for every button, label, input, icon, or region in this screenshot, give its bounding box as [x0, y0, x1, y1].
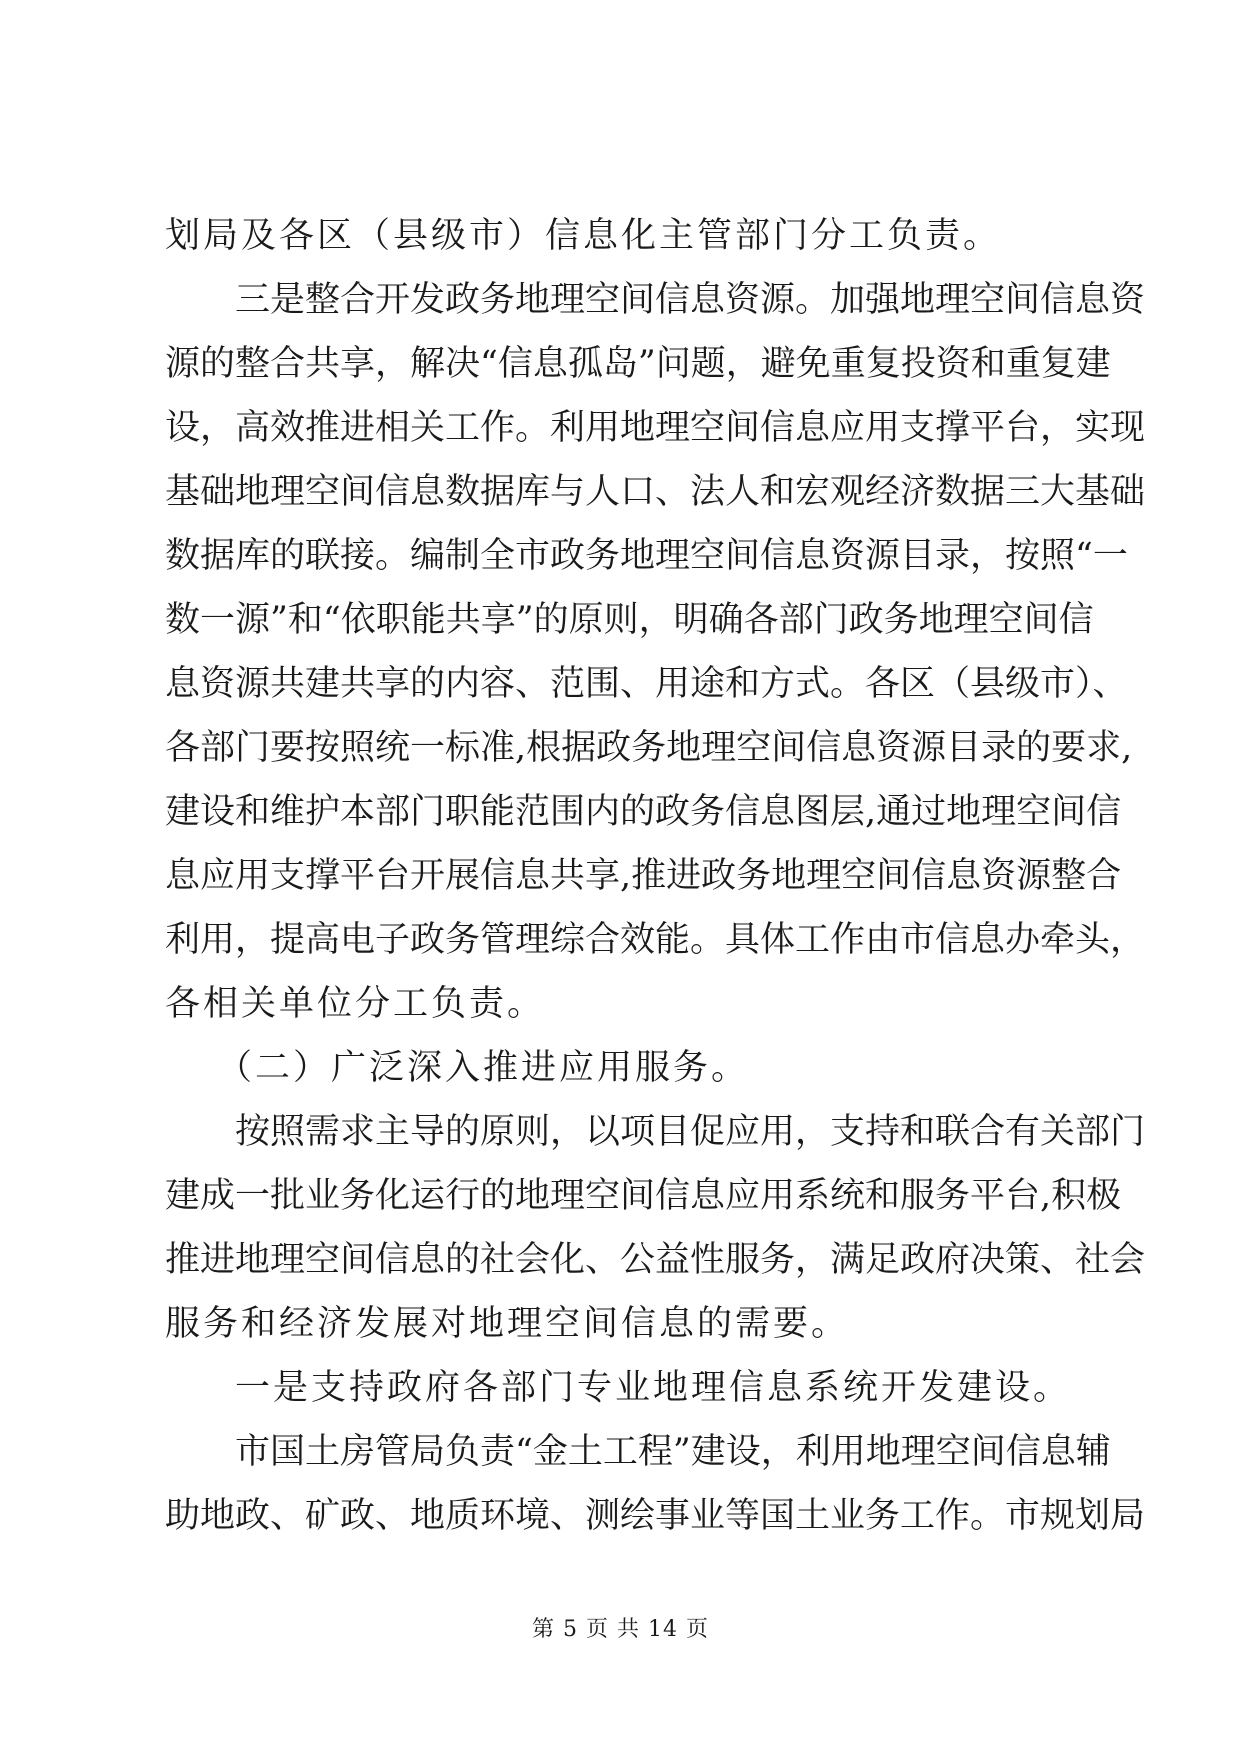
text-line: 助地政、矿政、地质环境、测绘事业等国土业务工作。市规划局 [165, 1496, 1146, 1536]
text-line: 息应用支撑平台开展信息共享,推进政务地理空间信息资源整合 [165, 856, 1122, 896]
text-line: 基础地理空间信息数据库与人口、法人和宏观经济数据三大基础 [165, 472, 1146, 512]
text-line: 市国土房管局负责“金土工程”建设，利用地理空间信息辅 [235, 1432, 1111, 1472]
text-line: 数据库的联接。编制全市政务地理空间信息资源目录，按照“一 [165, 536, 1128, 576]
text-line: 按照需求主导的原则，以项目促应用，支持和联合有关部门 [235, 1112, 1146, 1152]
section-heading: （二）广泛深入推进应用服务。 [217, 1048, 750, 1088]
text-line: 推进地理空间信息的社会化、公益性服务，满足政府决策、社会 [165, 1240, 1146, 1280]
text-line: 建设和维护本部门职能范围内的政务信息图层,通过地理空间信 [165, 792, 1122, 832]
page-body [165, 204, 1146, 1548]
text-line: 息资源共建共享的内容、范围、用途和方式。各区（县级市）、 [165, 664, 1128, 704]
text-line: 各相关单位分工负责。 [165, 984, 546, 1024]
text-line: 源的整合共享，解决“信息孤岛”问题，避免重复投资和重复建 [165, 344, 1111, 384]
text-line: 数一源”和“依职能共享”的原则，明确各部门政务地理空间信 [165, 600, 1094, 640]
page-number-footer: 第 5 页 共 14 页 [532, 1617, 709, 1642]
text-line: 服务和经济发展对地理空间信息的需要。 [165, 1304, 850, 1344]
text-line: 划局及各区（县级市）信息化主管部门分工负责。 [165, 216, 1002, 256]
text-line: 设，高效推进相关工作。利用地理空间信息应用支撑平台，实现 [165, 408, 1146, 448]
text-line: 建成一批业务化运行的地理空间信息应用系统和服务平台,积极 [165, 1176, 1122, 1216]
text-line: 三是整合开发政务地理空间信息资源。加强地理空间信息资 [235, 280, 1146, 320]
text-line: 利用，提高电子政务管理综合效能。具体工作由市信息办牵头， [165, 920, 1146, 960]
text-line: 一是支持政府各部门专业地理信息系统开发建设。 [235, 1368, 1072, 1408]
text-line: 各部门要按照统一标准,根据政务地理空间信息资源目录的要求, [165, 728, 1133, 768]
